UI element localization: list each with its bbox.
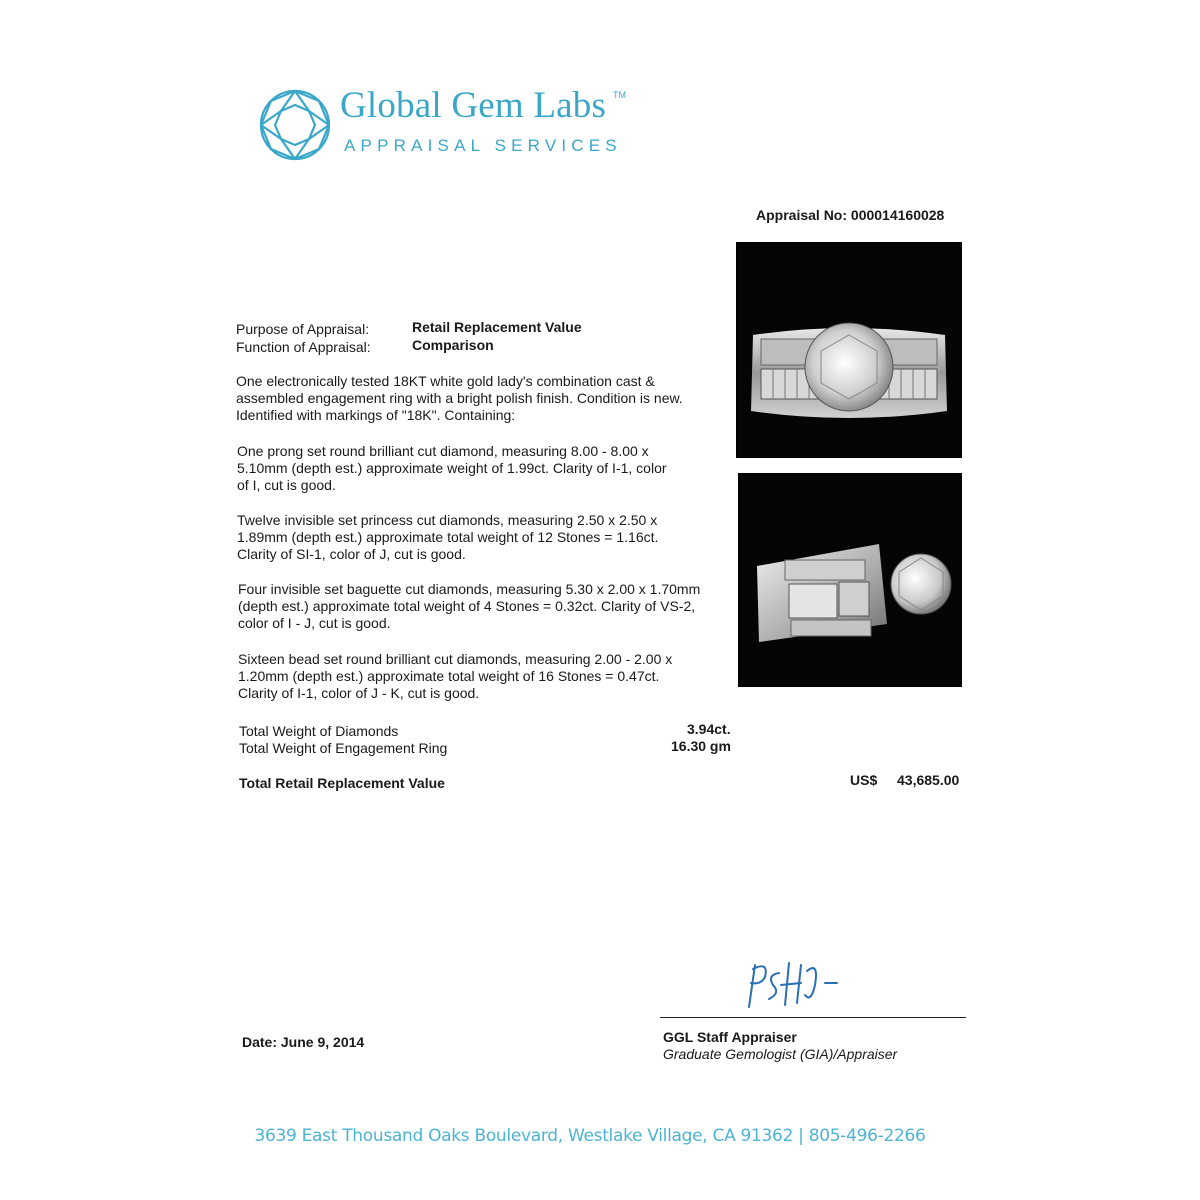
diamond-weight-label: Total Weight of Diamonds [239, 723, 399, 739]
signature-line [660, 1017, 966, 1018]
brand-tagline: APPRAISAL SERVICES [344, 136, 622, 155]
retail-value-amount: 43,685.00 [897, 772, 960, 788]
appraiser-title: GGL Staff Appraiser [663, 1029, 797, 1045]
footer-address: 3639 East Thousand Oaks Boulevard, Westlake Village, CA 91362 | 805-496-2266 [254, 1126, 926, 1146]
currency-label: US$ [850, 772, 878, 788]
trademark-mark: TM [613, 90, 626, 100]
appraisal-date: Date: June 9, 2014 [242, 1034, 365, 1050]
function-label: Function of Appraisal: [236, 339, 371, 355]
ring-weight-label: Total Weight of Engagement Ring [239, 740, 448, 756]
brand-name: Global Gem Labs [340, 85, 607, 126]
gem-outline-icon [258, 88, 332, 162]
purpose-value: Retail Replacement Value [412, 319, 582, 335]
princess-stones-description: Twelve invisible set princess cut diamonds, measuring 2.50 x 2.50 x 1.89mm (depth est.) approximate total weight of 12 Stones = 1.16ct. Clarity of SI-1, color of J, cut is good. [237, 512, 659, 562]
diamond-weight-value: 3.94ct. [687, 721, 731, 737]
ring-description: One electronically tested 18KT white gold lady's combination cast & assembled engagement ring with a bright polish finish. Condition is new. Identified with markings of "18K". Containing: [236, 373, 683, 423]
center-stone-description: One prong set round brilliant cut diamond, measuring 8.00 - 8.00 x 5.10mm (depth est.) approximate weight of 1.99ct. Clarity of I-1, color of I, cut is good. [237, 443, 667, 493]
ring-front-photo [736, 242, 962, 458]
retail-value-label: Total Retail Replacement Value [239, 775, 445, 791]
round-stones-description: Sixteen bead set round brilliant cut diamonds, measuring 2.00 - 2.00 x 1.20mm (depth est.) approximate total weight of 16 Stones = 0.47ct. Clarity of I-1, color of J - K, cut is good. [238, 651, 673, 701]
appraisal-number: Appraisal No: 000014160028 [756, 207, 945, 223]
ring-weight-value: 16.30 gm [671, 738, 731, 754]
function-value: Comparison [412, 337, 494, 353]
appraiser-credentials: Graduate Gemologist (GIA)/Appraiser [663, 1046, 898, 1062]
baguette-stones-description: Four invisible set baguette cut diamonds, measuring 5.30 x 2.00 x 1.70mm (depth est.) approximate total weight of 4 Stones = 0.32ct. Clarity of VS-2, color of I - J, cut is good. [238, 581, 701, 631]
ring-side-photo [738, 473, 962, 687]
purpose-label: Purpose of Appraisal: [236, 321, 370, 337]
appraiser-signature [735, 955, 845, 1015]
